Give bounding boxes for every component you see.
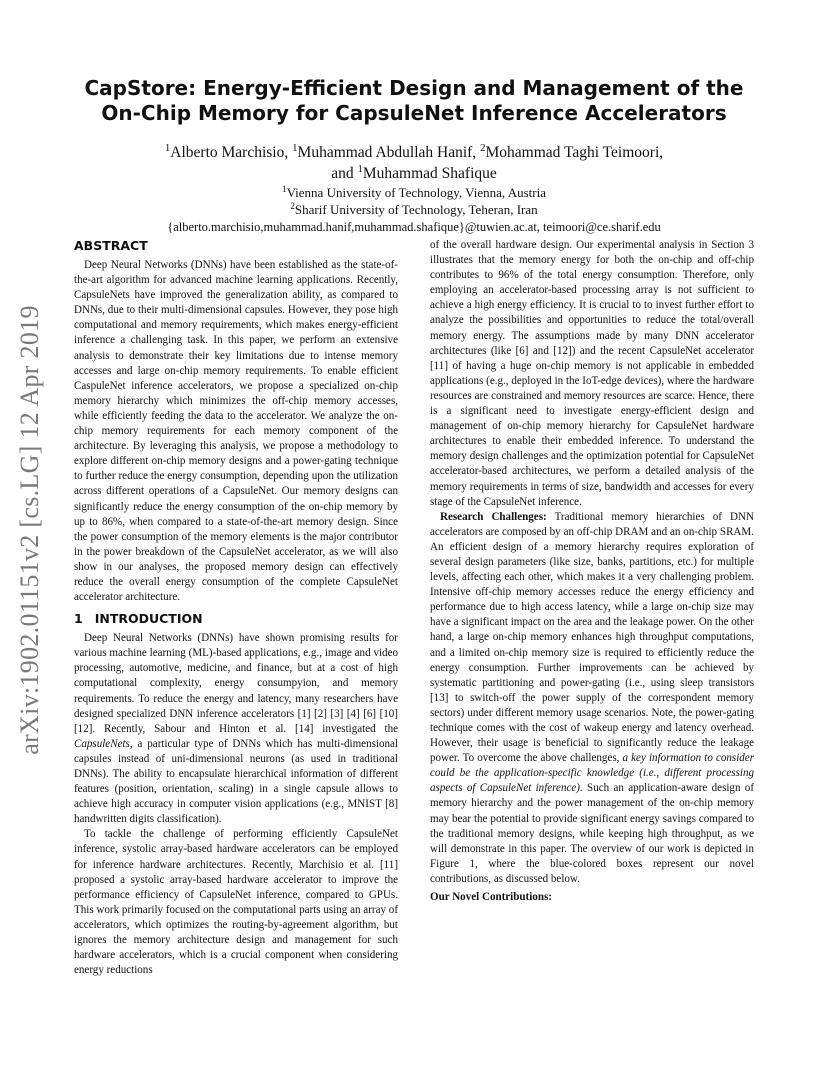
abstract-heading: ABSTRACT bbox=[74, 238, 148, 253]
affiliation: $^1$Vienna University of Technology, Vienna, Austria bbox=[282, 184, 546, 200]
affiliation: $^2$Sharif University of Technology, Teheran, Iran bbox=[290, 201, 538, 217]
author-emails: {alberto.marchisio,muhammad.hanif,muhammad.shafique}@tuwien.ac.at, teimoori@ce.sharif.edu bbox=[167, 220, 661, 234]
introduction-heading: 1 INTRODUCTION bbox=[74, 611, 203, 627]
intro-paragraph-continued: of the overall hardware design. Our experimental analysis in Section 3 illustrates that the memory energy for both the on-chip and off-chip contributes to 96% of the total energy consumption. Therefore, only employing an accelerator-based processing array is not sufficient to achieve a high energy efficiency. It is crucial to to invest further effort to analyze the possibilities and opportunities to reduce the total/overall memory energy. The assumptions made by many DNN accelerator architectures (like [6] and [12]) and the recent CapsuleNet accelerator [11] of having a huge on-chip memory is not applicable in embedded applications (e.g., deployed in the IoT-edge devices), where the hardware resources are constrained and memory resources are scarce. Hence, there is a significant need to investigate energy-efficient design and management of on-chip memory hierarchy for CapsuleNet hardware architectures to enable their embedded inference. To understand the memory design challenges and the optimization potential for CapsuleNet accelerator-based architectures, we perform a detailed analysis of the memory requirements in terms of size, bandwidth and accesses for every stage of the CapsuleNet inference. bbox=[430, 239, 754, 508]
intro-paragraph: To tackle the challenge of performing efficiently CapsuleNet inference, systolic array-based hardware accelerators can be employed for inference hardware architectures. Recently, Marchisio et al. [11] proposed a systolic array-based hardware accelerator to improve the performance efficiency of CapsuleNet inference, compared to GPUs. This work primarily focused on the computational parts using an array of accelerators, which optimizes the routing-by-agreement algorithm, but ignores the memory architecture design and management for such hardware accelerators, which is a crucial component when considering energy reductions bbox=[74, 828, 398, 977]
research-challenges-paragraph: Research Challenges: Traditional memory hierarchies of DNN accelerators are composed by an off-chip DRAM and an on-chip SRAM. An efficient design of a memory hierarchy requires exploration of several design parameters (like size, banks, partitions, etc.) for multiple levels, affecting each other, which makes it a very challenging problem. Intensive off-chip memory accesses reduce the energy efficiency and performance due to high access latency, while a large on-chip size may have a significant impact on the area and the leakage power. On the other hand, a large on-chip memory enhances high throughput computations, and a limited on-chip memory size is required to efficiently reduce the energy consumption. Further improvements can be achieved by systematic partitioning and power-gating (i.e., using sleep transistors [13] to switch-off the power supply of the correspondent memory sectors) under different memory usage scenarios. Note, the power-gating technique comes with the cost of wakeup energy and latency overhead. However, their usage is beneficial to significantly reduce the leakage power. To overcome the above challenges, a key information to consider could be the application-specific knowledge (i.e., different processing aspects of CapsuleNet inference). Such an application-aware design of memory hierarchy and the power management of the on-chip memory may bear the potential to provide significant energy savings compared to the traditional memory designs, while keeping high throughput, as we will demonstrate in this paper. The overview of our work is depicted in Figure 1, where the blue-colored boxes represent our novel contributions, as discussed below. bbox=[430, 510, 754, 885]
author: $^1$Alberto Marchisio, bbox=[164, 142, 293, 161]
paper-title bbox=[74, 76, 754, 126]
section-number: 1 bbox=[74, 611, 83, 627]
paper-header bbox=[74, 76, 754, 236]
right-column bbox=[430, 238, 754, 905]
author: $^1$Muhammad Shafique bbox=[357, 163, 497, 182]
contributions-heading: Our Novel Contributions: bbox=[430, 891, 552, 904]
left-column bbox=[74, 238, 398, 978]
intro-paragraph: Deep Neural Networks (DNNs) have shown promising results for various machine learning (ML)-based applications, e.g., image and video processing, automotive, medicine, and finance, but at a cost of high computational complexity, energy consumpyion, and memory requirements. To reduce the energy and latency, many researchers have designed specialized DNN inference accelerators [1] [2] [3] [4] [6] [10] [12]. Recently, Sabour and Hinton et al. [14] investigated the CapsuleNets, a particular type of DNNs which has multi-dimensional capsules instead of uni-dimensional neurons (as used in traditional DNNs). The ability to encapsulate hierarchical information of different features (position, orientation, scaling) in a single capsule allows to achieve high accuracy in computer vision applications (e.g., MNIST [8] handwritten digits classification). bbox=[74, 632, 398, 826]
author: $^1$Muhammad Abdullah Hanif, bbox=[292, 142, 481, 161]
arxiv-watermark bbox=[10, 280, 50, 780]
arxiv-id-text: arXiv:1902.01151v2 [cs.LG] 12 Apr 2019 bbox=[15, 305, 44, 755]
abstract-text: Deep Neural Networks (DNNs) have been established as the state-of-the-art algorithm for advanced machine learning applications. Recently, CapsuleNets have improved the generalization ability, as compared to DNNs, due to their multi-dimensional capsules. However, they pose high computational and memory requirements, which makes energy-efficient inference a challenging task. In this paper, we perform an extensive analysis to demonstrate their key limitations due to intense memory accesses and large on-chip memory requirements. To enable efficient CaspuleNet inference accelerators, we propose a specialized on-chip memory hierarchy which minimizes the off-chip memory accesses, while efficiently feeding the data to the accelerator. We analyze the on-chip memory requirements for each memory component of the architecture. By leveraging this analysis, we propose a methodology to explore different on-chip memory designs and a power-gating technique to further reduce the energy consumption, depending upon the utilization across different operations of a CapsuleNet. Our memory designs can significantly reduce the energy consumption of the on-chip memory by up to 86%, when compared to a state-of-the-art memory design. Since the power consumption of the memory elements is the major contributor in the power breakdown of the CapsuleNet accelerator, as we will also show in our analyses, the proposed memory design can effectively reduce the overall energy consumption of the complete CapsuleNet accelerator architecture. bbox=[74, 259, 398, 604]
title-line-2: On-Chip Memory for CapsuleNet Inference Accelerators bbox=[101, 101, 727, 125]
research-challenges-heading: Research Challenges: bbox=[440, 510, 547, 523]
author: $^2$Mohammad Taghi Teimoori, bbox=[480, 142, 664, 161]
title-line-1: CapStore: Energy-Efficient Design and Management of the bbox=[84, 76, 744, 100]
author-list: $^1$Alberto Marchisio, $^1$Muhammad Abdullah Hanif, $^2$Mohammad Taghi Teimoori, and $^1$Muhammad Shafique bbox=[164, 142, 664, 182]
